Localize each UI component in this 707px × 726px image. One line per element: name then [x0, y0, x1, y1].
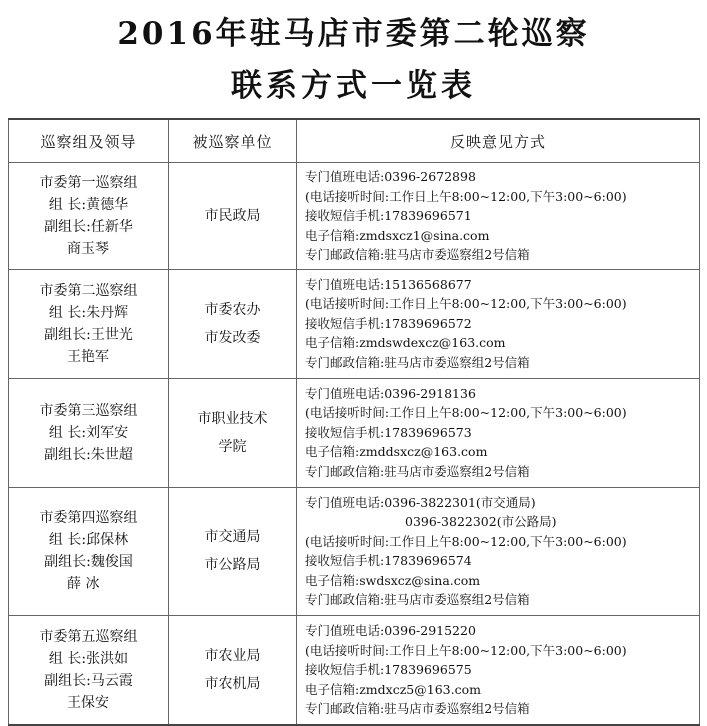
duty-phone: 专门值班电话:0396-3822301(市交通局)	[305, 494, 536, 510]
postal-box: 专门邮政信箱:驻马店市委巡察组2号信箱	[305, 354, 530, 370]
duty-phone: 专门值班电话:0396-2915220	[305, 623, 476, 638]
duty-phone: 专门值班电话:0396-2672898	[305, 169, 476, 184]
inspected-unit: 学院	[218, 438, 247, 455]
group-deputy: 薛 冰	[67, 576, 100, 592]
postal-box: 专门邮政信箱:驻马店市委巡察组2号信箱	[305, 592, 530, 607]
inspected-unit: 市发改委	[204, 329, 261, 346]
group-leader: 组 长:张洪如	[48, 650, 129, 667]
contact-cell	[297, 378, 700, 487]
group-deputy: 商玉琴	[67, 240, 109, 257]
group-name: 市委第二巡察组	[39, 282, 138, 299]
group-name: 市委第五巡察组	[39, 628, 138, 645]
group-leader: 组 长:邱保林	[48, 532, 129, 548]
contact-cell	[297, 615, 700, 725]
inspected-unit: 市农机局	[204, 675, 261, 692]
email: 电子信箱:zmddsxcz@163.com	[305, 444, 488, 460]
postal-box: 专门邮政信箱:驻马店市委巡察组2号信箱	[305, 247, 530, 262]
group-name: 市委第一巡察组	[39, 174, 138, 191]
group-deputy: 王保安	[67, 694, 109, 711]
table-row	[9, 615, 700, 725]
group-cell	[9, 378, 169, 487]
contact-table	[8, 118, 700, 726]
table-header-row	[9, 119, 700, 163]
table-row	[9, 378, 700, 487]
group-cell	[9, 487, 169, 615]
group-leader: 组 长:朱丹辉	[48, 304, 129, 321]
page-title: 2016年驻马店市委第二轮巡察	[117, 16, 590, 52]
duty-phone: 专门值班电话:15136568677	[305, 276, 472, 292]
postal-box: 专门邮政信箱:驻马店市委巡察组2号信箱	[305, 701, 530, 716]
group-leader: 组 长:刘军安	[48, 424, 129, 441]
header-feedback-method: 反映意见方式	[297, 119, 700, 163]
sms-mobile: 接收短信手机:17839696571	[305, 208, 472, 223]
sms-mobile: 接收短信手机:17839696572	[305, 315, 472, 331]
inspected-unit: 市职业技术	[197, 410, 268, 427]
phone-hours: (电话接听时间:工作日上午8:00~12:00,下午3:00~6:00)	[305, 405, 627, 421]
group-cell	[9, 163, 169, 270]
contact-cell	[297, 269, 700, 378]
inspected-unit: 市公路局	[204, 557, 261, 573]
table-row	[9, 487, 700, 615]
email: 电子信箱:zmdsxcz1@sina.com	[305, 227, 490, 243]
phone-hours: (电话接听时间:工作日上午8:00~12:00,下午3:00~6:00)	[305, 296, 627, 312]
phone-hours: (电话接听时间:工作日上午8:00~12:00,下午3:00~6:00)	[305, 533, 627, 549]
sms-mobile: 接收短信手机:17839696575	[305, 662, 472, 677]
group-deputy: 副组长:马云霞	[44, 672, 133, 689]
group-deputy: 副组长:魏俊国	[44, 554, 133, 570]
inspected-unit: 市交通局	[204, 529, 261, 545]
sms-mobile: 接收短信手机:17839696573	[305, 424, 472, 440]
duty-phone: 专门值班电话:0396-2918136	[305, 385, 476, 401]
unit-cell	[169, 378, 297, 487]
unit-cell	[169, 163, 297, 270]
contact-cell	[297, 487, 700, 615]
group-name: 市委第三巡察组	[39, 402, 138, 419]
group-deputy: 王艳军	[67, 348, 109, 365]
unit-cell	[169, 487, 297, 615]
group-name: 市委第四巡察组	[39, 510, 138, 526]
group-cell	[9, 615, 169, 725]
group-cell	[9, 269, 169, 378]
header-group-leader: 巡察组及领导	[9, 119, 169, 163]
group-deputy: 副组长:朱世超	[44, 446, 133, 463]
group-deputy: 副组长:王世光	[44, 326, 133, 343]
unit-cell	[169, 269, 297, 378]
phone-hours: (电话接听时间:工作日上午8:00~12:00,下午3:00~6:00)	[305, 188, 627, 204]
inspected-unit: 市委农办	[204, 301, 261, 318]
table-row	[9, 269, 700, 378]
postal-box: 专门邮政信箱:驻马店市委巡察组2号信箱	[305, 463, 530, 479]
email: 电子信箱:swdsxcz@sina.com	[305, 572, 481, 588]
group-deputy: 副组长:任新华	[44, 218, 133, 235]
inspected-unit: 市民政局	[204, 207, 261, 224]
unit-cell	[169, 615, 297, 725]
sms-mobile: 接收短信手机:17839696574	[305, 553, 472, 568]
group-leader: 组 长:黄德华	[48, 196, 129, 213]
email: 电子信箱:zmdswdexcz@163.com	[305, 335, 506, 351]
table-row	[9, 163, 700, 270]
duty-phone-secondary: 0396-3822302(市公路局)	[405, 514, 557, 529]
email: 电子信箱:zmdxcz5@163.com	[305, 681, 481, 697]
header-inspected-unit: 被巡察单位	[169, 119, 297, 163]
contact-cell	[297, 163, 700, 270]
phone-hours: (电话接听时间:工作日上午8:00~12:00,下午3:00~6:00)	[305, 642, 627, 658]
page-subtitle: 联系方式一览表	[231, 68, 476, 104]
inspected-unit: 市农业局	[204, 647, 261, 664]
